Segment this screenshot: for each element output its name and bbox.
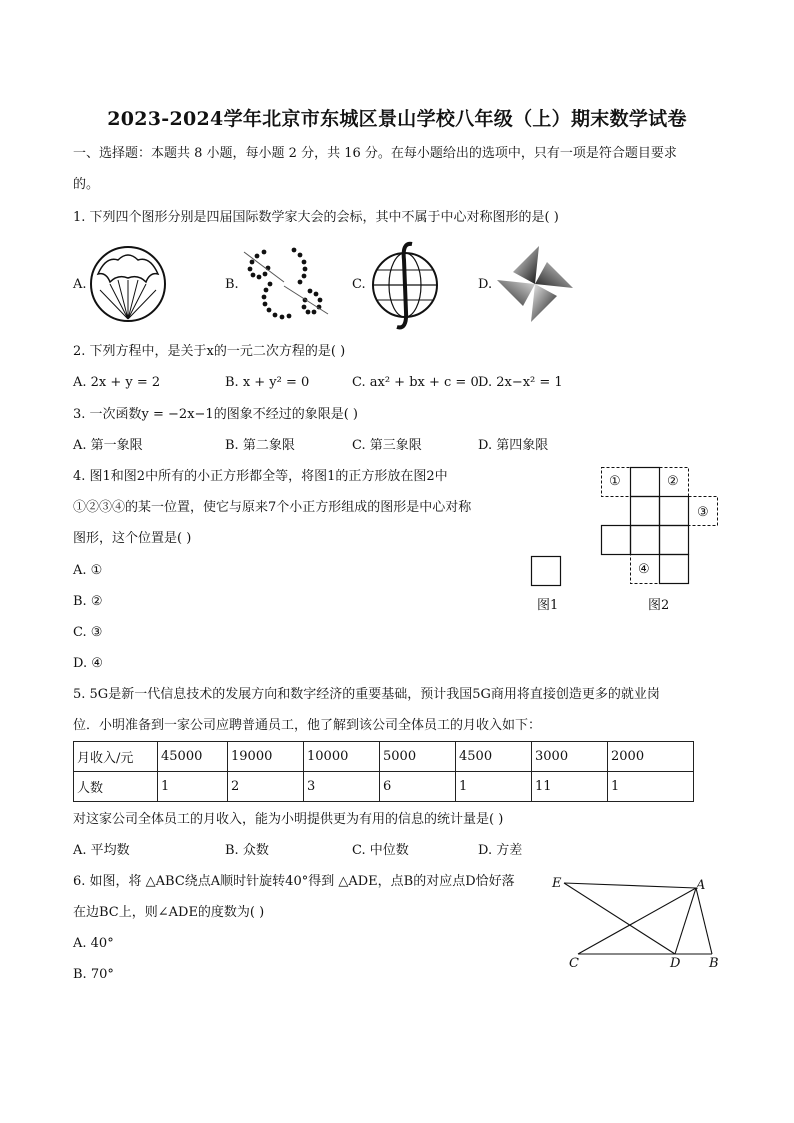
q5-option-a: A. 平均数	[73, 843, 130, 858]
q5-option-d: D. 方差	[478, 843, 523, 858]
table-header-cell: 月收入/元	[74, 742, 158, 772]
question-5-stem2: 对这家公司全体员工的月收入，能为小明提供更为有用的信息的统计量是( )	[73, 812, 504, 827]
question-4-stem-line2: ①②③④的某一位置，使它与原来7个小正方形组成的图形是中心对称	[73, 500, 472, 515]
q1-option-c-label: C.	[352, 277, 366, 292]
section-heading: 一、选择题：本题共 8 小题，每小题 2 分，共 16 分。在每小题给出的选项中，只有一项是符合题目要求	[73, 146, 677, 161]
q2-option-b: B. x + y² = 0	[225, 375, 310, 390]
table-cell: 45000	[158, 742, 228, 772]
q2-option-c: C. ax² + bx + c = 0	[352, 375, 479, 390]
q4-fig2-mark-1: ①	[609, 474, 621, 489]
question-5-stem-line1: 5. 5G是新一代信息技术的发展方向和数字经济的重要基础，预计我国5G商用将直接创造更多的就业岗	[73, 687, 660, 702]
q4-option-a: A. ①	[73, 563, 103, 578]
table-cell: 2000	[608, 742, 694, 772]
question-6-stem-line1: 6. 如图，将 △ABC绕点A顺时针旋转40°得到 △ADE，点B的对应点D恰好落	[73, 874, 515, 889]
table-cell: 1	[456, 772, 532, 802]
q3-option-d: D. 第四象限	[478, 438, 549, 453]
table-cell: 5000	[380, 742, 456, 772]
q6-option-b: B. 70°	[73, 967, 114, 982]
point-label-b: B	[709, 956, 719, 971]
point-label-d: D	[670, 956, 681, 971]
table-row	[74, 742, 694, 772]
logo-d-figure	[495, 244, 575, 324]
q4-fig2-mark-3: ③	[697, 505, 709, 520]
q1-option-d-label: D.	[478, 277, 493, 292]
table-cell: 1	[608, 772, 694, 802]
table-cell: 3	[304, 772, 380, 802]
q1-option-b-label: B.	[225, 277, 239, 292]
q4-option-c: C. ③	[73, 625, 103, 640]
logo-c-figure	[368, 240, 442, 330]
section-heading-cont: 的。	[73, 177, 100, 192]
table-cell: 6	[380, 772, 456, 802]
q3-option-c: C. 第三象限	[352, 438, 422, 453]
question-1-stem: 1. 下列四个图形分别是四届国际数学家大会的会标，其中不属于中心对称图形的是( )	[73, 210, 559, 225]
logo-a-figure	[88, 244, 168, 324]
income-table	[73, 741, 694, 802]
point-label-a: A	[696, 878, 706, 893]
q4-fig2-mark-2: ②	[667, 474, 679, 489]
table-cell: 11	[532, 772, 608, 802]
q5-option-b: B. 众数	[225, 843, 269, 858]
table-cell: 19000	[228, 742, 304, 772]
question-6-stem-line2: 在边BC上，则∠ADE的度数为( )	[73, 905, 265, 920]
table-cell: 2	[228, 772, 304, 802]
q4-figure-2-caption: 图2	[648, 598, 670, 613]
question-4-stem-line1: 4. 图1和图2中所有的小正方形都全等，将图1的正方形放在图2中	[73, 469, 448, 484]
q1-option-a-label: A.	[73, 277, 87, 292]
point-label-c: C	[569, 956, 579, 971]
table-header-cell: 人数	[74, 772, 158, 802]
q4-figure-1	[531, 556, 561, 586]
table-cell: 3000	[532, 742, 608, 772]
q2-option-a: A. 2x + y = 2	[73, 375, 161, 390]
q4-figure-1-caption: 图1	[537, 598, 559, 613]
q6-option-a: A. 40°	[73, 936, 114, 951]
question-2-stem: 2. 下列方程中，是关于x的一元二次方程的是( )	[73, 344, 346, 359]
q2-option-d: D. 2x−x² = 1	[478, 375, 563, 390]
q4-option-d: D. ④	[73, 656, 103, 671]
table-cell: 1	[158, 772, 228, 802]
q4-fig2-mark-4: ④	[638, 562, 650, 577]
table-cell: 10000	[304, 742, 380, 772]
table-cell: 4500	[456, 742, 532, 772]
q5-option-c: C. 中位数	[352, 843, 409, 858]
question-3-stem: 3. 一次函数y = −2x−1的图象不经过的象限是( )	[73, 407, 358, 422]
question-5-stem-line2: 位．小明准备到一家公司应聘普通员工，他了解到该公司全体员工的月收入如下：	[73, 718, 542, 733]
page-title: 2023-2024学年北京市东城区景山学校八年级（上）期末数学试卷	[107, 108, 687, 130]
question-4-stem-line3: 图形，这个位置是( )	[73, 531, 192, 546]
q3-option-a: A. 第一象限	[73, 438, 143, 453]
point-label-e: E	[552, 876, 562, 891]
table-row	[74, 772, 694, 802]
logo-b-figure	[244, 244, 330, 324]
q4-option-b: B. ②	[73, 594, 103, 609]
q3-option-b: B. 第二象限	[225, 438, 295, 453]
